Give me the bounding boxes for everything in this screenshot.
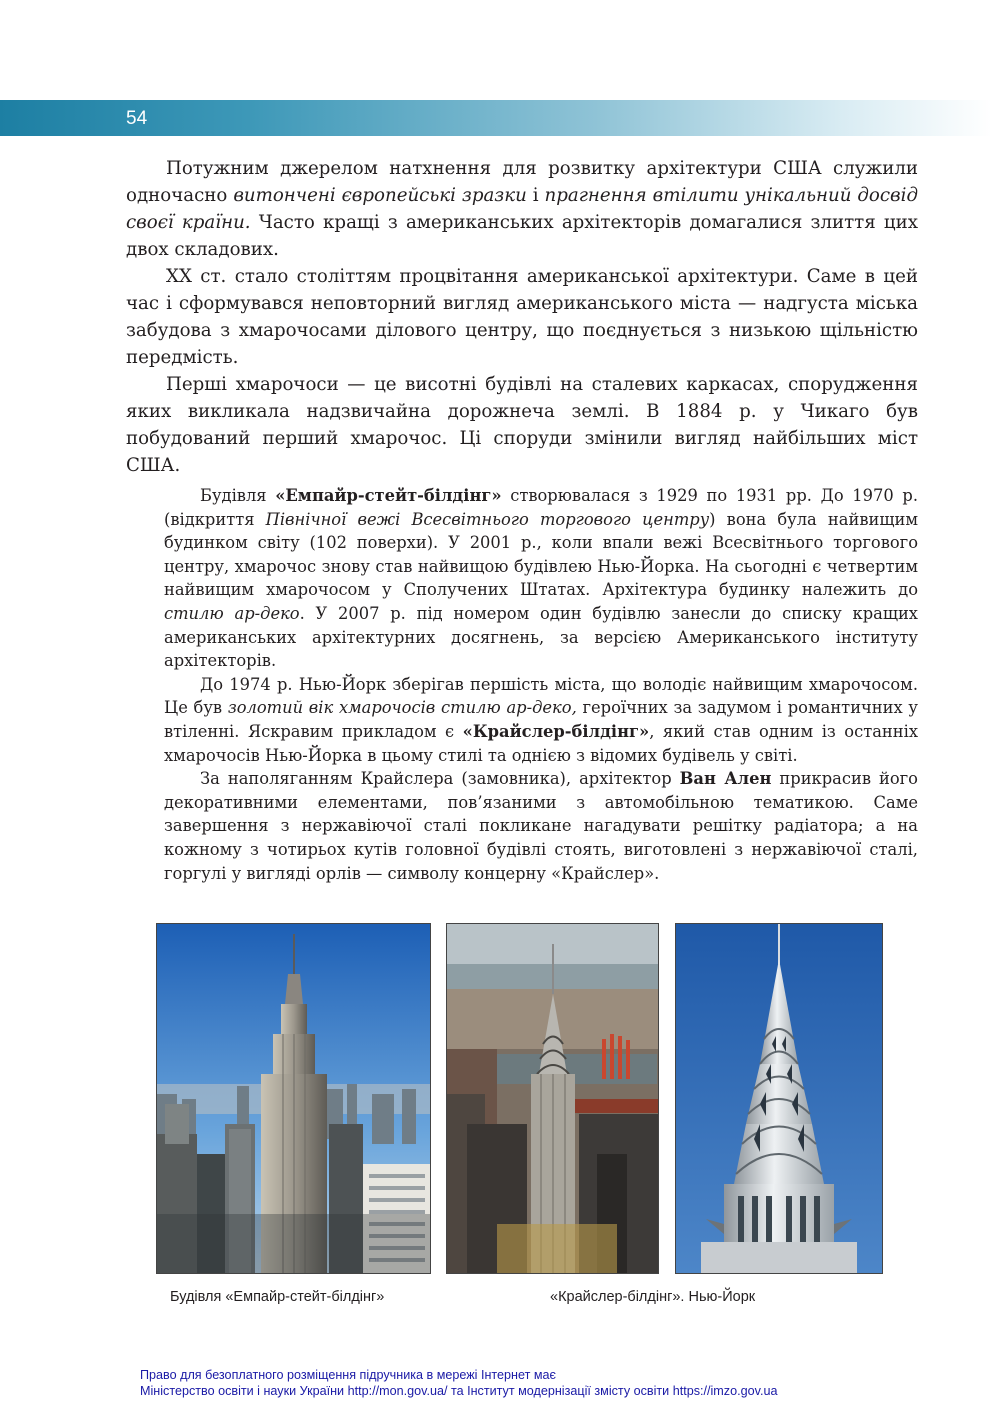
note-paragraph <box>164 673 918 767</box>
text-run: , який став одним із останніх хмарочосів Нью-Йорка в цьому стилі та однією з відомих будівель у світі. <box>164 721 919 765</box>
text-run: . У 2007 р. під номером один будівлю занесли до списку кращих американських архітектурних досягнень, за версією Американського інституту архітекторів. <box>164 603 918 671</box>
footer-line-2: Міністерство освіти і науки України http://mon.gov.ua/ та Інститут модернізації змісту освіти https://imzo.gov.ua <box>140 1384 778 1398</box>
main-paragraph <box>126 155 918 263</box>
italic-run: стилю ар-деко <box>164 603 300 623</box>
empire-state-caption: Будівля «Емпайр-стейт-білдінг» <box>170 1289 385 1305</box>
main-paragraph <box>126 263 918 371</box>
italic-run: золотий вік хмарочосів стилю ар-деко, <box>227 698 577 718</box>
text-run: XX ст. стало століттям процвітання американської архітектури. Саме в цей час і сформувався неповторний вигляд американського міста — надгуста міська забудова з хмарочосами ділового центру, що поєднується з низькою щільністю передмість. <box>126 266 918 368</box>
empire-state-building-photo <box>156 923 431 1274</box>
italic-run: Північної вежі Всесвітнього торгового центру <box>265 509 710 529</box>
chrysler-building-aerial-photo <box>446 923 659 1274</box>
chrysler-building-spire-photo <box>675 923 883 1274</box>
text-run: Будівля <box>200 486 276 505</box>
italic-run: прагнення втілити унікальний досвід своєї країни. <box>126 185 918 233</box>
text-run: створювалася з 1929 по 1931 рр. До 1970 р. (відкриття <box>164 486 918 529</box>
text-run: Перші хмарочоси — це висотні будівлі на сталевих каркасах, спорудження яких викликала надзвичайна дорожнеча землі. В 1884 р. у Чикаго був побудований перший хмарочос. Ці споруди змінили вигляд найбільших міст США. <box>126 374 918 476</box>
text-run: і <box>526 185 545 206</box>
note-paragraph <box>164 484 918 673</box>
page-number: 54 <box>126 108 148 129</box>
note-text <box>164 484 918 885</box>
italic-run: витончені європейські зразки <box>233 185 527 206</box>
chrysler-caption: «Крайслер-білдінг». Нью-Йорк <box>550 1289 756 1305</box>
bold-run: Ван Ален <box>679 769 772 789</box>
page-header-band <box>0 100 992 136</box>
footer-license <box>140 1367 777 1399</box>
text-run: За наполяганням Крайслера (замовника), архітектор <box>200 769 680 789</box>
note-paragraph <box>164 767 918 885</box>
text-run: прикрасив його декоративними елементами, пов’язаними з автомобільною тематикою. Саме завершення з нержавіючої сталі покликане нагадувати решітку радіатора; а на кожному з чотирьох кутів головної будівлі стоять, виготовлені з нержавіючої сталі, горгулі у вигляді орлів — символу концерну «Крайслер». <box>164 769 918 883</box>
text-run: До 1974 р. Нью-Йорк зберігав першість міста, що володіє найвищим хмарочосом. Це був <box>164 674 918 718</box>
bold-run: «Крайслер-білдінг» <box>462 721 650 741</box>
text-run: героїчних за задумом і романтичних у втіленні. Яскравим прикладом є <box>164 698 918 741</box>
bold-run: «Емпайр-стейт-білдінг» <box>275 486 502 505</box>
main-paragraph <box>126 371 918 479</box>
footer-line-1: Право для безоплатного розміщення підручника в мережі Інтернет має <box>140 1368 556 1382</box>
text-run: ) вона була найвищим будинком світу (102 поверхи). У 2001 р., коли впали вежі Всесвітнього торгового центру, хмарочос знову став найвищою будівлею Нью-Йорка. На сьогодні є четвертим найвищим хмарочосом у Сполучених Штатах. Архітектура будинку належить до <box>164 509 918 600</box>
text-run: Часто кращі з американських архітекторів домагалися злиття цих двох складових. <box>126 212 918 260</box>
main-text <box>126 155 918 479</box>
text-run: Потужним джерелом натхнення для розвитку архітектури США служили одночасно <box>126 158 918 206</box>
